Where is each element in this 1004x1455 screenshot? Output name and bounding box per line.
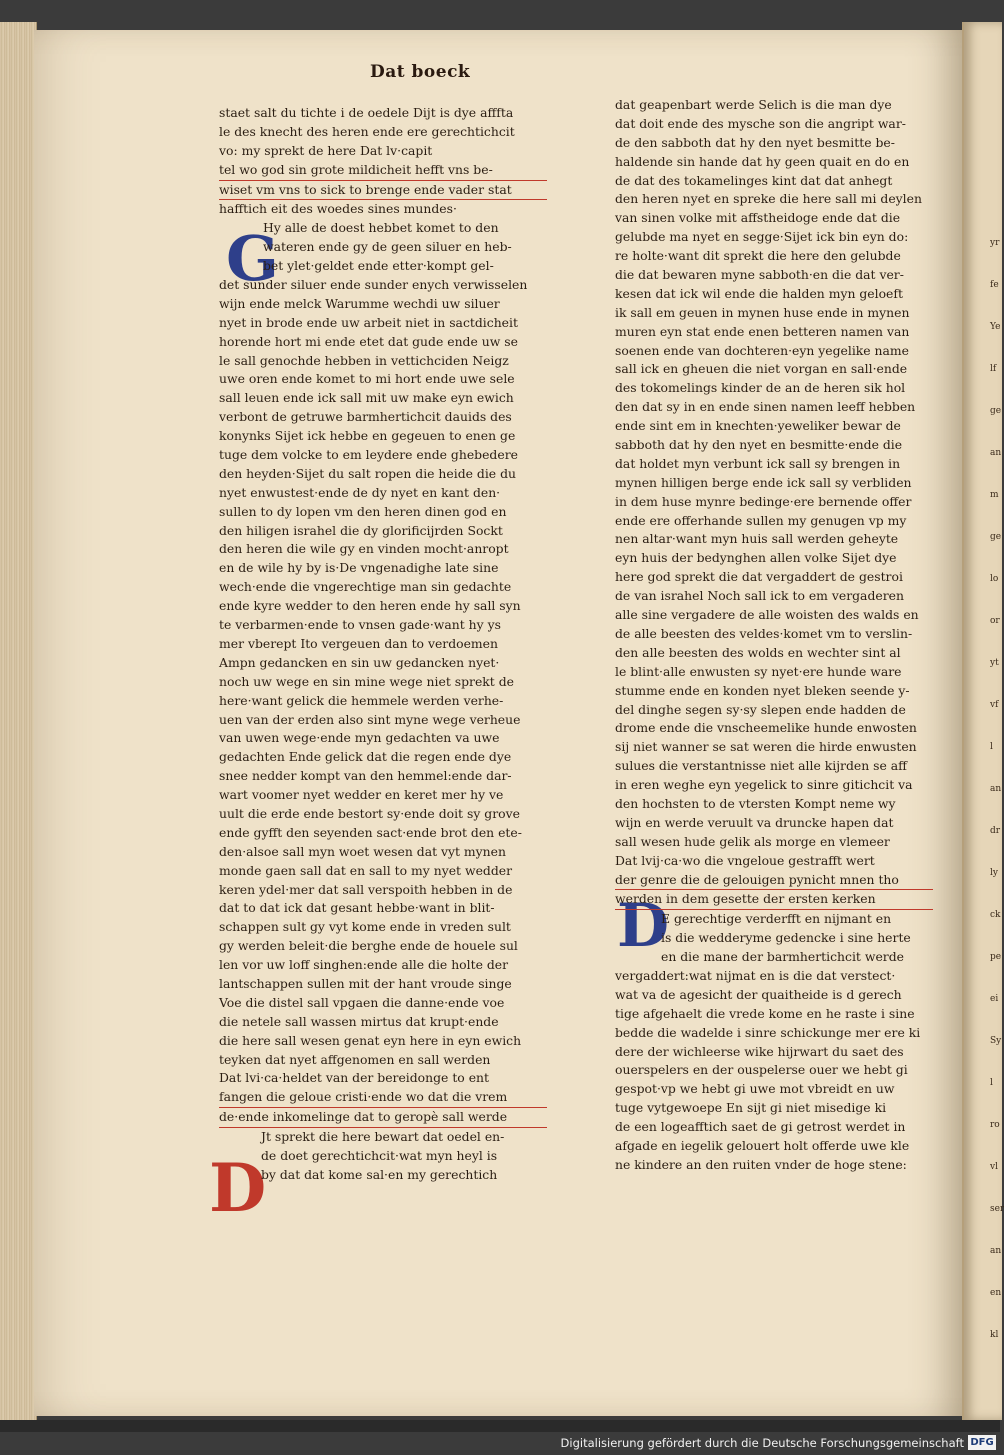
text-line: wat va de agesicht der quaitheide is d gerech xyxy=(615,986,902,1002)
initial-g-blue: G xyxy=(226,222,279,295)
text-line: tige afgehaelt die vrede kome en he raste i sine xyxy=(615,1005,915,1021)
facing-page-fragment: lo xyxy=(990,574,999,584)
funding-notice: Digitalisierung gefördert durch die Deutsche Forschungsgemeinschaft xyxy=(560,1436,964,1450)
running-title: Dat boeck xyxy=(370,62,471,82)
facing-page-fragment: ge xyxy=(990,406,1002,416)
text-line: den hochsten to de vtersten Kompt neme wy xyxy=(615,795,896,811)
text-line: dat doit ende des mysche son die angript war- xyxy=(615,115,906,131)
facing-page-fragment: Ye xyxy=(990,322,1001,332)
text-line: horende hort mi ende etet dat gude ende uw se xyxy=(219,333,518,349)
text-line: mynen hilligen berge ende ick sall sy verbliden xyxy=(615,474,912,490)
text-line: sall wesen hude gelik als morge en vlemeer xyxy=(615,833,890,849)
text-line: den heren nyet en spreke die here sall mi deylen xyxy=(615,191,922,207)
text-line: mer vberept Ito vergeuen dan to verdoemen xyxy=(219,635,498,651)
facing-page-fragment: m xyxy=(990,490,999,500)
text-line: len vor uw loff singhen:ende alle die holte der xyxy=(219,957,509,973)
facing-page-fragment: ser xyxy=(990,1204,1004,1214)
text-line: tuge vytgewoepe En sijt gi niet misedige ki xyxy=(615,1100,887,1116)
text-line: de een logeafftich saet de gi getrost werdet in xyxy=(615,1119,906,1135)
text-line: wiset vm vns to sick to brenge ende vader stat xyxy=(219,181,547,201)
text-line: haldende sin hande dat hy geen quait en do en xyxy=(615,153,910,169)
text-line: van uwen wege·ende myn gedachten va uwe xyxy=(219,730,500,746)
facing-page-fragment: kl xyxy=(990,1330,999,1340)
text-line: dere der wichleerse wike hijrwart du saet des xyxy=(615,1043,904,1059)
text-line: schappen sult gy vyt kome ende in vreden sult xyxy=(219,919,511,935)
text-line: ne kindere an den ruiten vnder de hoge stene: xyxy=(615,1156,907,1172)
text-line: sij niet wanner se sat weren die hirde enwusten xyxy=(615,739,917,755)
text-line: dat geapenbart werde Selich is die man dye xyxy=(615,97,892,112)
text-line: ik sall em geuen in mynen huse ende in mynen xyxy=(615,304,910,320)
text-line: ende ere offerhande sullen my genugen vp my xyxy=(615,512,907,528)
text-line: tel wo god sin grote mildicheit hefft vns be- xyxy=(219,161,547,181)
facing-page-fragment: Sy xyxy=(990,1036,1002,1046)
text-line: en die mane der barmhertichcit werde xyxy=(661,949,904,965)
left-text-column xyxy=(219,104,547,1185)
text-line: de doet gerechtichcit·wat myn heyl is xyxy=(261,1147,498,1163)
text-line: Ampn gedancken en sin uw gedancken nyet· xyxy=(219,654,500,670)
text-line: teyken dat nyet affgenomen en sall werden xyxy=(219,1051,491,1067)
text-line: dat to dat ick dat gesant hebbe·want in blit- xyxy=(219,900,495,916)
text-line: det sunder siluer ende sunder enych verwisselen xyxy=(219,277,528,293)
facing-page-fragment: ge xyxy=(990,532,1002,542)
text-line: alle sine vergadere de alle woisten des walds en xyxy=(615,607,919,623)
initial-d-blue: D xyxy=(617,891,670,961)
facing-page-fragment: ly xyxy=(990,868,998,878)
text-line: sall ick en gheuen die niet vorgan en sall·ende xyxy=(615,361,908,377)
facing-page-fragment: dr xyxy=(990,826,1001,836)
right-page-edge xyxy=(962,22,1002,1420)
facing-page-fragment: ei xyxy=(990,994,999,1004)
text-line: hafftich eit des woedes sines mundes· xyxy=(219,201,457,217)
text-line: afgade en iegelik gelouert holt offerde uwe kle xyxy=(615,1137,910,1153)
right-text-column xyxy=(615,96,933,1175)
text-line: E gerechtige verderfft en nijmant en xyxy=(661,911,892,927)
text-line: here god sprekt die dat vergaddert de gestroi xyxy=(615,569,903,585)
text-line: den heyden·Sijet du salt ropen die heide die du xyxy=(219,465,516,481)
text-line: staet salt du tichte i de oedele Dijt is dye afffta xyxy=(219,105,514,120)
facing-page-fragment: en xyxy=(990,1288,1002,1298)
text-line: sulues die verstantnisse niet alle kijrden se aff xyxy=(615,758,907,774)
text-line: en de wile hy by is·De vngenadighe late sine xyxy=(219,560,499,576)
text-line: here·want gelick die hemmele werden verhe- xyxy=(219,692,504,708)
text-line: del dinghe segen sy·sy slepen ende hadden de xyxy=(615,701,906,717)
facing-page-fragment: or xyxy=(990,616,1000,626)
text-line: noch uw wege en sin mine wege niet sprekt de xyxy=(219,673,514,689)
text-line: wart voomer nyet wedder en keret mer hy ve xyxy=(219,787,504,803)
text-line: vo: my sprekt de here Dat lv·capit xyxy=(219,142,433,158)
text-line: den alle beesten des wolds en wechter sint al xyxy=(615,644,901,660)
text-line: de van israhel Noch sall ick to em vergaderen xyxy=(615,588,904,604)
facing-page-fragment: l xyxy=(990,742,993,752)
text-line: ende kyre wedder to den heren ende hy sall syn xyxy=(219,598,521,614)
text-line: die here sall wesen genat eyn here in eyn ewich xyxy=(219,1032,522,1048)
text-line: bet ylet·geldet ende etter·kompt gel- xyxy=(263,258,494,274)
facing-page-fragment: vf xyxy=(990,700,999,710)
scan-bottom-band xyxy=(0,1420,1000,1432)
text-line: vergaddert:wat nijmat en is die dat verstect· xyxy=(615,967,896,983)
facing-page-fragment: yr xyxy=(990,238,1000,248)
text-line: lantschappen sullen mit der hant vroude singe xyxy=(219,975,512,991)
facing-page-fragment: l xyxy=(990,1078,993,1088)
text-line: le des knecht des heren ende ere gerechtichcit xyxy=(219,123,515,139)
text-line: wateren ende gy de geen siluer en heb- xyxy=(263,239,512,255)
facing-page-fragment: ro xyxy=(990,1120,1000,1130)
text-line: konynks Sijet ick hebbe en gegeuen to enen ge xyxy=(219,428,516,444)
text-line: gespot·vp we hebt gi uwe mot vbreidt en uw xyxy=(615,1081,895,1097)
text-line: is die wedderyme gedencke i sine herte xyxy=(661,930,911,946)
text-line: de dat des tokamelinges kint dat dat anhegt xyxy=(615,172,893,188)
facing-page-fragment: yt xyxy=(990,658,999,668)
text-line: van sinen volke mit affstheidoge ende dat die xyxy=(615,210,901,226)
text-line: gy werden beleit·die berghe ende de houele sul xyxy=(219,938,518,954)
text-line: te verbarmen·ende to vnsen gade·want hy ys xyxy=(219,617,501,633)
text-line: tuge dem volcke to em leydere ende ghebedere xyxy=(219,447,518,463)
text-line: le sall genochde hebben in vettichciden Neigz xyxy=(219,352,509,368)
text-line: re holte·want dit sprekt die here den gelubde xyxy=(615,248,901,264)
text-line: sabboth dat hy den nyet en besmitte·ende die xyxy=(615,437,903,453)
text-line: wijn en werde veruult va druncke hapen dat xyxy=(615,814,894,830)
text-line: monde gaen sall dat en sall to my nyet wedder xyxy=(219,862,513,878)
text-line: uwe oren ende komet to mi hort ende uwe sele xyxy=(219,371,515,387)
text-line: sall leuen ende ick sall mit uw make eyn ewich xyxy=(219,390,514,406)
text-line: eyn huis der bedynghen allen volke Sijet dye xyxy=(615,550,897,566)
text-line: wech·ende die vngerechtige man sin gedachte xyxy=(219,579,512,595)
text-line: die dat bewaren myne sabboth·en die dat ver- xyxy=(615,267,904,283)
dfg-logo: DFG xyxy=(968,1435,996,1450)
text-line: snee nedder kompt van den hemmel:ende dar- xyxy=(219,768,512,784)
facing-page-fragment: lf xyxy=(990,364,997,374)
initial-d-red: D xyxy=(209,1149,267,1227)
text-line: Hy alle de doest hebbet komet to den xyxy=(263,220,499,236)
facing-page-fragment: an xyxy=(990,784,1002,794)
text-line: des tokomelings kinder de an de heren sik hol xyxy=(615,380,906,396)
text-line: stumme ende en konden nyet bleken seende y- xyxy=(615,682,910,698)
text-line: Dat lvi·ca·heldet van der bereidonge to ent xyxy=(219,1070,489,1086)
text-line: nen altar·want myn huis sall werden geheyte xyxy=(615,531,899,547)
text-line: nyet in brode ende uw arbeit niet in sactdicheit xyxy=(219,314,518,330)
text-line: uen van der erden also sint myne wege verheue xyxy=(219,711,521,727)
text-line: fangen die geloue cristi·ende wo dat die vrem xyxy=(219,1088,547,1108)
text-line: muren eyn stat ende enen betteren namen van xyxy=(615,323,910,339)
page-edges xyxy=(0,22,37,1420)
text-line: gelubde ma nyet en segge·Sijet ick bin eyn do: xyxy=(615,229,909,245)
footer-bar xyxy=(0,1432,1000,1455)
text-line: den dat sy in en ende sinen namen leeff hebben xyxy=(615,399,916,415)
text-line: de den sabboth dat hy den nyet besmitte be- xyxy=(615,134,895,150)
text-line: le blint·alle enwusten sy nyet·ere hunde ware xyxy=(615,663,902,679)
text-line: wijn ende melck Warumme wechdi uw siluer xyxy=(219,295,500,311)
text-line: drome ende die vnscheemelike hunde enwosten xyxy=(615,720,917,736)
facing-page-fragment: vl xyxy=(990,1162,998,1172)
text-line: ende gyfft den seyenden sact·ende brot den ete- xyxy=(219,824,522,840)
text-line: die netele sall wassen mirtus dat krupt·ende xyxy=(219,1013,499,1029)
text-line: kesen dat ick wil ende die halden myn geloeft xyxy=(615,285,903,301)
text-line: in dem huse mynre bedinge·ere bernende offer xyxy=(615,493,912,509)
text-line: keren ydel·mer dat sall verspoith hebben in de xyxy=(219,881,513,897)
text-line: werden in dem gesette der ersten kerken xyxy=(615,890,933,910)
text-line: in eren weghe eyn yegelick to sinre gitichcit va xyxy=(615,777,913,793)
text-line: uult die erde ende bestort sy·ende doit sy grove xyxy=(219,805,520,821)
text-line: dat holdet myn verbunt ick sall sy brengen in xyxy=(615,455,901,471)
facing-page-fragment: ck xyxy=(990,910,1001,920)
text-line: gedachten Ende gelick dat die regen ende dye xyxy=(219,749,512,765)
text-line: bedde die wadelde i sinre schickunge mer ere ki xyxy=(615,1024,921,1040)
text-line: den·alsoe sall myn woet wesen dat vyt mynen xyxy=(219,843,506,859)
text-line: nyet enwustest·ende de dy nyet en kant den· xyxy=(219,484,501,500)
text-line: Dat lvij·ca·wo die vngeloue gestrafft wert xyxy=(615,852,875,868)
text-line: de·ende inkomelinge dat to geropè sall werde xyxy=(219,1108,547,1128)
text-line: soenen ende van dochteren·eyn yegelike name xyxy=(615,342,910,358)
text-line: ouerspelers en der ouspelerse ouer we hebt gi xyxy=(615,1062,908,1078)
text-line: Jt sprekt die here bewart dat oedel en- xyxy=(261,1129,505,1145)
text-line: de alle beesten des veldes·komet vm to verslin- xyxy=(615,625,913,641)
text-line: by dat dat kome sal·en my gerechtich xyxy=(261,1166,498,1182)
facing-page-fragment: pe xyxy=(990,952,1002,962)
text-line: der genre die de gelouigen pynicht mnen tho xyxy=(615,871,933,891)
facing-page-fragment: an xyxy=(990,448,1002,458)
text-line: verbont de getruwe barmhertichcit dauids des xyxy=(219,409,512,425)
text-line: den heren die wile gy en vinden mocht·anropt xyxy=(219,541,509,557)
text-line: ende sint em in knechten·yeweliker bewar de xyxy=(615,418,901,434)
text-line: Voe die distel sall vpgaen die danne·ende voe xyxy=(219,994,505,1010)
facing-page-fragment: an xyxy=(990,1246,1002,1256)
text-line: den hiligen israhel die dy glorificijrden Sockt xyxy=(219,522,503,538)
text-line: sullen to dy lopen vm den heren dinen god en xyxy=(219,503,507,519)
facing-page-fragment: fe xyxy=(990,280,999,290)
